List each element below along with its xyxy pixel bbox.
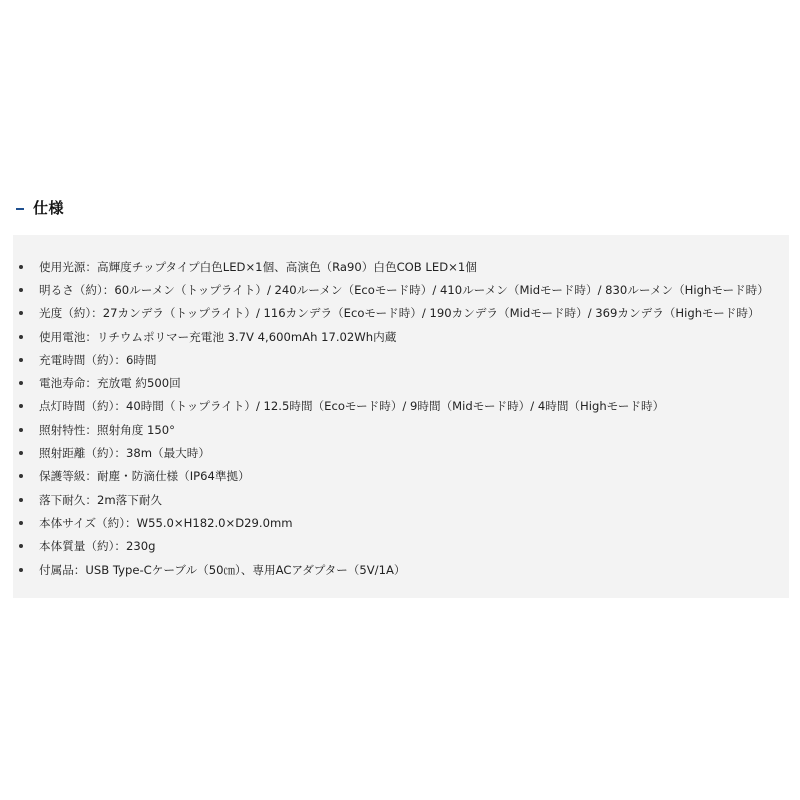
bullet-icon xyxy=(19,311,23,315)
spec-text: 光度（約）：27カンデラ（トップライト）/ 116カンデラ（Ecoモード時）/ 190カンデラ（Midモード時）/ 369カンデラ（Highモード時） xyxy=(39,306,760,321)
bullet-icon xyxy=(19,404,23,408)
bullet-icon xyxy=(19,381,23,385)
spec-item-charge-time xyxy=(13,348,789,371)
spec-text: 明るさ（約）：60ルーメン（トップライト）/ 240ルーメン（Ecoモード時）/ 410ルーメン（Midモード時）/ 830ルーメン（Highモード時） xyxy=(39,282,769,297)
spec-item-weight xyxy=(13,535,789,558)
spec-panel xyxy=(13,235,789,598)
spec-text: 使用光源：高輝度チップタイプ白色LED×1個、高演色（Ra90）白色COB LED×1個 xyxy=(39,259,477,274)
spec-item-accessories xyxy=(13,558,789,581)
spec-item-drop-resistance xyxy=(13,488,789,511)
bullet-icon xyxy=(19,474,23,478)
spec-text: 付属品：USB Type-Cケーブル（50㎝）、専用ACアダプター（5V/1A） xyxy=(39,562,406,577)
bullet-icon xyxy=(19,335,23,339)
spec-item-battery xyxy=(13,325,789,348)
spec-item-protection xyxy=(13,465,789,488)
bullet-icon xyxy=(19,428,23,432)
spec-item-runtime xyxy=(13,395,789,418)
spec-text: 使用電池：リチウムポリマー充電池 3.7V 4,600mAh 17.02Wh内蔵 xyxy=(39,329,397,344)
spec-item-battery-life xyxy=(13,371,789,394)
bullet-icon xyxy=(19,544,23,548)
spec-item-luminous-intensity xyxy=(13,302,789,325)
bullet-icon xyxy=(19,288,23,292)
bullet-icon xyxy=(19,358,23,362)
spec-text: 点灯時間（約）：40時間（トップライト）/ 12.5時間（Ecoモード時）/ 9時間（Midモード時）/ 4時間（Highモード時） xyxy=(39,399,665,414)
spec-text: 本体サイズ（約）：W55.0×H182.0×D29.0mm xyxy=(39,515,293,530)
spec-text: 照射特性：照射角度 150° xyxy=(39,422,175,437)
spec-list xyxy=(13,255,789,581)
bullet-icon xyxy=(19,521,23,525)
spec-item-beam-distance xyxy=(13,441,789,464)
bullet-icon xyxy=(19,265,23,269)
spec-text: 落下耐久：2m落下耐久 xyxy=(39,492,163,507)
bullet-icon xyxy=(19,498,23,502)
bullet-icon xyxy=(19,568,23,572)
spec-item-light-source xyxy=(13,255,789,278)
spec-text: 保護等級：耐塵・防滴仕様（IP64準拠） xyxy=(39,469,250,484)
section-title: 仕様 xyxy=(33,198,65,217)
bullet-icon xyxy=(19,451,23,455)
spec-text: 充電時間（約）：6時間 xyxy=(39,352,157,367)
spec-item-beam-angle xyxy=(13,418,789,441)
spec-text: 電池寿命：充放電 約500回 xyxy=(39,376,181,391)
spec-text: 本体質量（約）：230g xyxy=(39,539,156,554)
spec-item-size xyxy=(13,511,789,534)
spec-text: 照射距離（約）：38m（最大時） xyxy=(39,446,210,461)
section-heading xyxy=(16,195,64,219)
heading-marker xyxy=(16,208,24,210)
spec-item-brightness xyxy=(13,278,789,301)
